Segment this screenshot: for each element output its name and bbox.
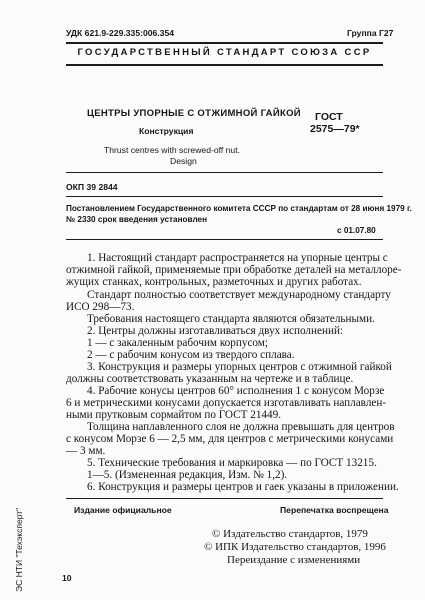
state-standard-title: ГОСУДАРСТВЕННЫЙ СТАНДАРТ СОЮЗА ССР [77, 47, 372, 58]
reprint-notice: Перепечатка воспрещена [280, 505, 389, 515]
decree-line2: № 2330 срок введения установлен [66, 215, 208, 224]
body-line: 3. Конструкция и размеры упорных центров с отжимной гайкой [87, 361, 392, 373]
gost-number: 2575—79* [310, 123, 360, 135]
side-stamp: ЭС НТИ "Техэксперт" [14, 507, 24, 592]
page-number: 10 [62, 573, 72, 583]
body-line: 2. Центры должны изготавливаться двух исполнений: [87, 325, 344, 337]
decree-line1: Постановлением Государственного комитета СССР по стандартам от 28 июня 1979 г. [66, 204, 412, 213]
header-rule-top [66, 42, 383, 44]
header-rule-bottom [66, 64, 383, 66]
body-line: 1—5. (Измененная редакция, Изм. № 1,2). [87, 469, 288, 481]
group-code: Группа Г27 [347, 28, 394, 38]
body-line: должны соответствовать указанным на чертеже и в таблице. [66, 373, 354, 385]
decree-divider [66, 239, 383, 240]
footer-divider [66, 498, 383, 499]
okp-divider [66, 196, 383, 197]
body-line: 6. Конструкция и размеры центров и гаек указаны в приложении. [87, 481, 399, 493]
document-title: ЦЕНТРЫ УПОРНЫЕ С ОТЖИМНОЙ ГАЙКОЙ [87, 108, 301, 119]
body-line: с конусом Морзе 6 — 2,5 мм, для центров с метрическими конусами [66, 433, 394, 445]
official-edition: Издание официальное [74, 505, 172, 515]
body-line: 4. Рабочие конусы центров 60° исполнения 1 с конусом Морзе [87, 385, 385, 397]
body-line: Толщина наплавленного слоя не должна превышать для центров [87, 421, 395, 433]
body-line: 2 — с рабочим конусом из твердого сплава. [87, 349, 295, 361]
title-divider [66, 172, 383, 173]
body-line: ными прутковым сормайтом по ГОСТ 21449. [66, 409, 281, 421]
body-line: отжимной гайкой, применяемые при обработке деталей на металлоре- [66, 264, 402, 276]
udk-code: УДК 621.9-229.335:006.354 [66, 28, 175, 38]
reissue-note: Переиздание с изменениями [227, 554, 361, 566]
body-line: 1 — с закаленным рабочим корпусом; [87, 337, 268, 349]
decree-date: с 01.07.80 [337, 226, 376, 235]
document-subtitle: Конструкция [139, 126, 194, 136]
english-title-line1: Thrust centres with screwed-off nut. [104, 145, 240, 155]
gost-label: ГОСТ [315, 111, 343, 123]
body-line: — 3 мм. [66, 445, 106, 457]
body-line: 5. Технические требования и маркировка — по ГОСТ 13215. [87, 457, 377, 469]
copyright-line1: © Издательство стандартов, 1979 [212, 528, 368, 540]
body-line: ИСО 298—73. [66, 301, 135, 313]
body-line: Стандарт полностью соответствует международному стандарту [87, 289, 391, 301]
copyright-line2: © ИПК Издательство стандартов, 1996 [204, 541, 386, 553]
body-line: Требования настоящего стандарта являются обязательными. [87, 313, 375, 325]
body-line: жущих станках, контрольных, разметочных и других работах. [66, 276, 362, 288]
okp-code: ОКП 39 2844 [66, 182, 118, 192]
english-title-line2: Design [170, 156, 197, 166]
body-line: 6 и метрическими конусами допускается изготавливать наплавлен- [66, 397, 387, 409]
body-line: 1. Настоящий стандарт распространяется на упорные центры с [87, 252, 388, 264]
